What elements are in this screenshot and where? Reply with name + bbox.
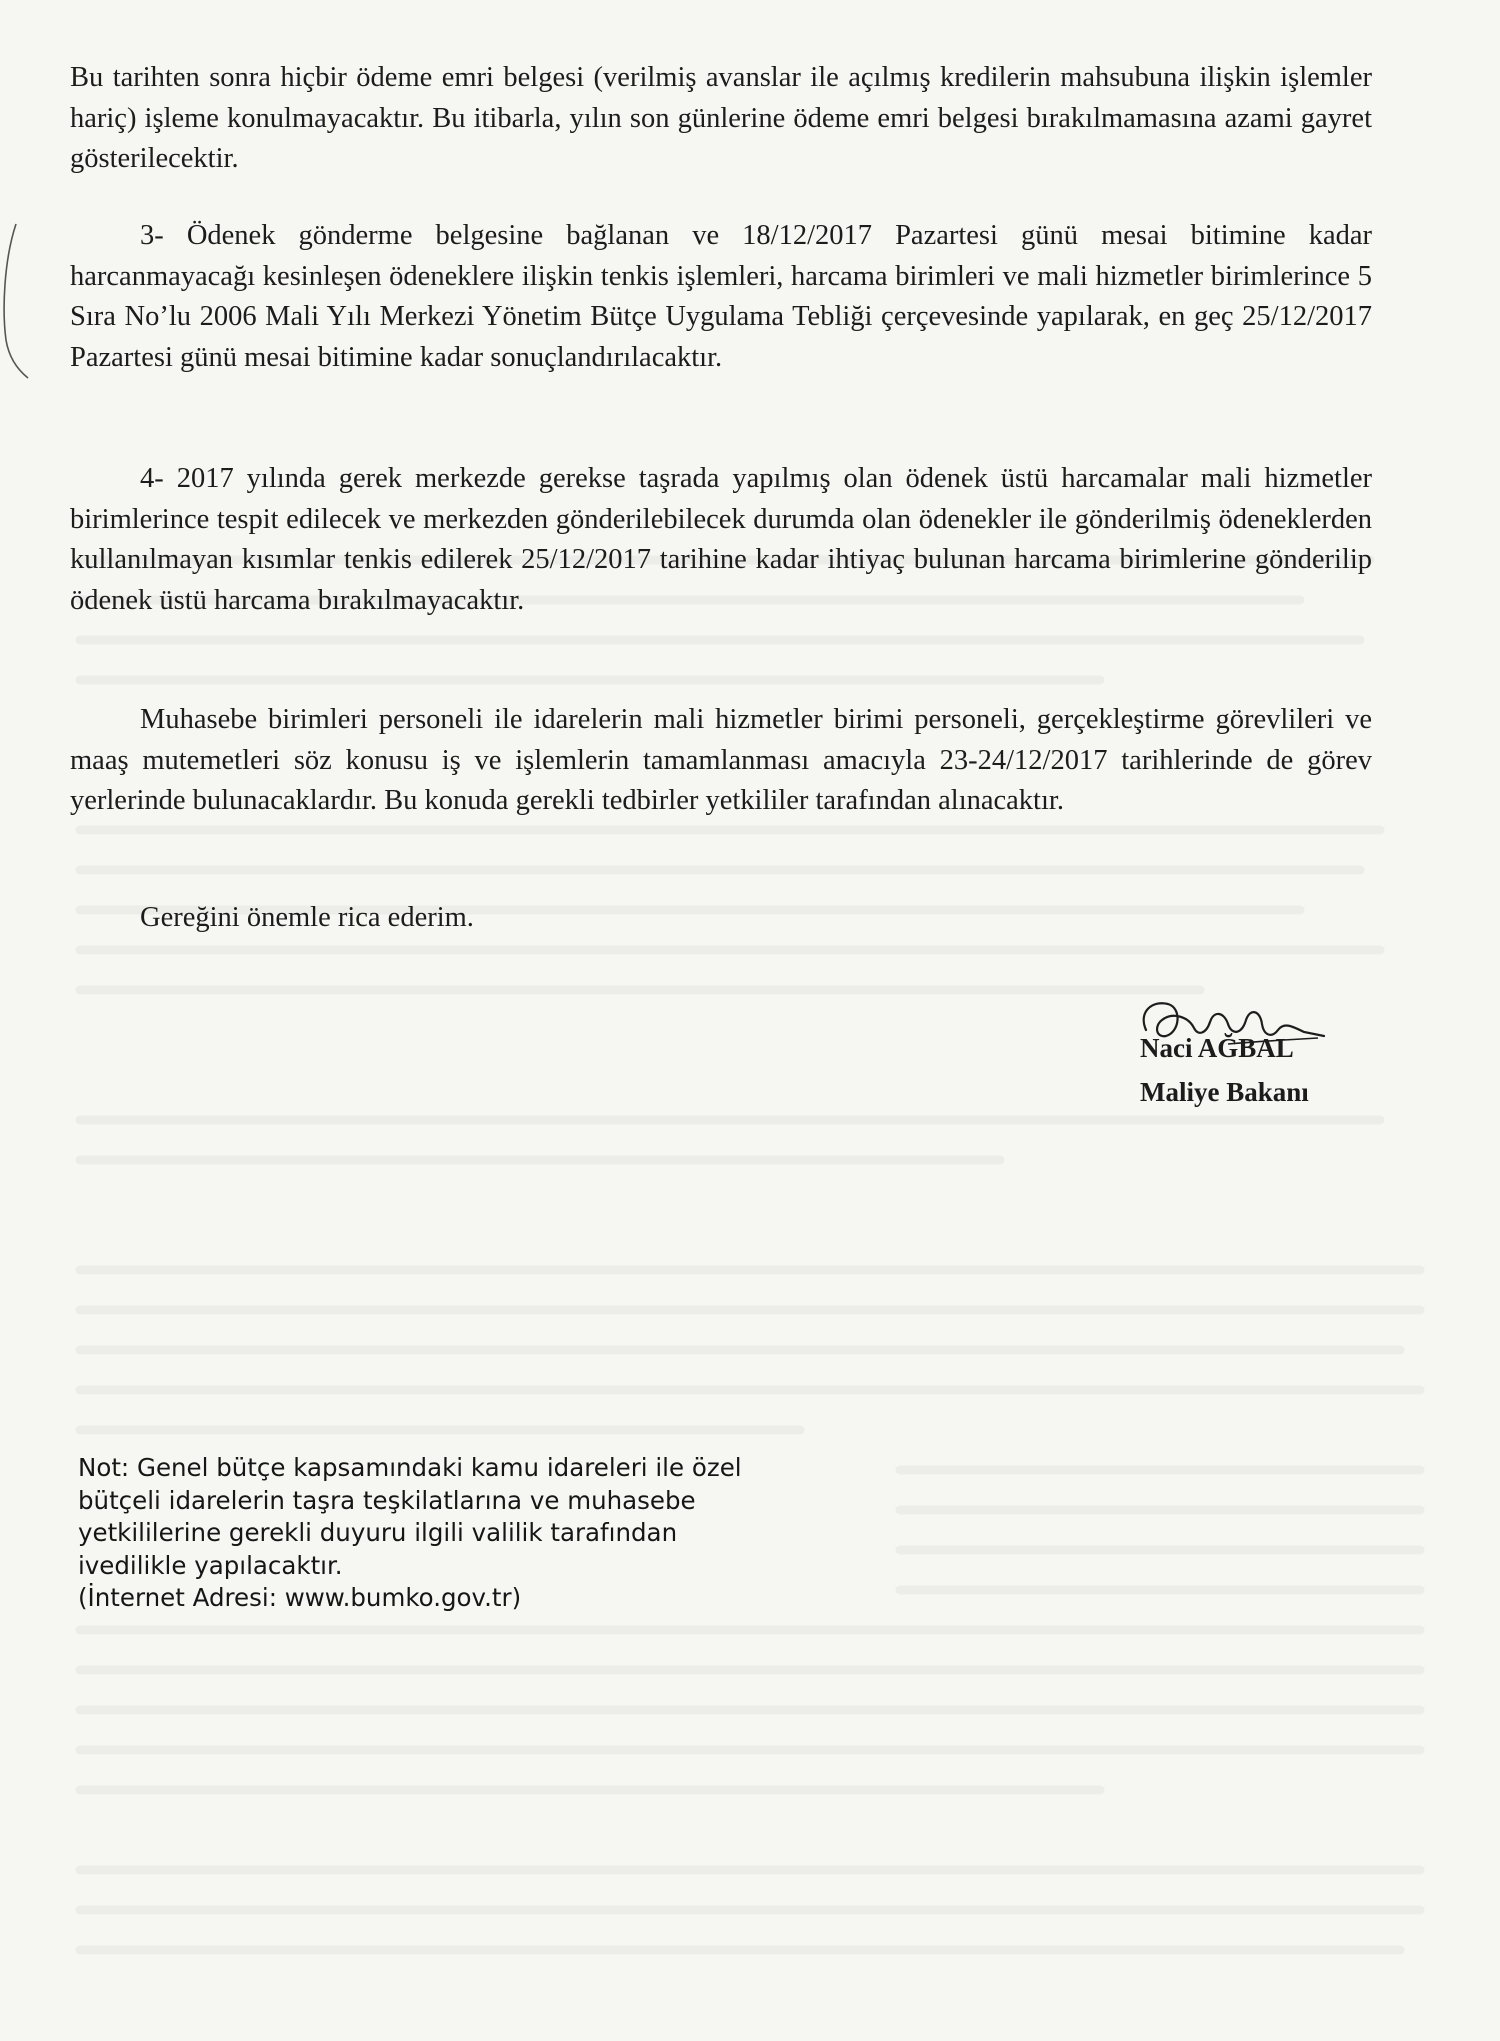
margin-bracket-mark [0, 220, 40, 380]
paragraph-item-4: 4- 2017 yılında gerek merkezde gerekse taşrada yapılmış olan ödenek üstü harcamalar mali hizmetler birimlerince tespit edilecek ve merkezden gönderilebilecek durumda olan ödenekler ile gönderilmiş ödeneklerden kullanılmayan kısımlar tenkis edilerek 25/12/2017 tarihine kadar ihtiyaç bulunan harcama birimlerine gönderilip ödenek üstü harcama bırakılmayacaktır. [70, 463, 1372, 616]
footnote-line: (İnternet Adresi: www.bumko.gov.tr) [78, 1583, 522, 1612]
footnote-line: ivedilikle yapılacaktır. [78, 1550, 343, 1580]
signatory-name: Naci AĞBAL [1140, 1033, 1294, 1063]
footnote [78, 1452, 838, 1615]
footnote-line: Not: Genel bütçe kapsamındaki kamu idareleri ile özel [78, 1453, 742, 1482]
paragraph-1: Bu tarihten sonra hiçbir ödeme emri belgesi (verilmiş avanslar ile açılmış kredilerin mahsubuna ilişkin işlemler hariç) işleme konulmayacaktır. Bu itibarla, yılın son günlerine ödeme emri belgesi bırakılmamasına azami gayret gösterilecektir. [70, 62, 1372, 174]
handwritten-signature [1132, 990, 1332, 1060]
signatory-title: Maliye Bakanı [1140, 1077, 1309, 1107]
paragraph-item-3: 3- Ödenek gönderme belgesine bağlanan ve 18/12/2017 Pazartesi günü mesai bitimine kadar harcanmayacağı kesinleşen ödeneklere ilişkin tenkis işlemleri, harcama birimleri ve mali hizmetler birimlerince 5 Sıra No’lu 2006 Mali Yılı Merkezi Yönetim Bütçe Uygulama Tebliği çerçevesinde yapılarak, en geç 25/12/2017 Pazartesi günü mesai bitimine kadar sonuçlandırılacaktır. [70, 220, 1372, 373]
footnote-line: yetkililerine gerekli duyuru ilgili valilik tarafından [78, 1518, 678, 1547]
closing-line: Gereğini önemle rica ederim. [140, 902, 474, 933]
paragraph-personnel: Muhasebe birimleri personeli ile idarelerin mali hizmetler birimi personeli, gerçekleştirme görevlileri ve maaş mutemetleri söz konusu iş ve işlemlerin tamamlanması amacıyla 23-24/12/2017 tarihlerinde de görev yerlerinde bulunacaklardır. Bu konuda gerekli tedbirler yetkililer tarafından alınacaktır. [70, 704, 1372, 816]
footnote-line: bütçeli idarelerin taşra teşkilatlarına ve muhasebe [78, 1485, 696, 1515]
signature-block [1140, 1026, 1400, 1114]
